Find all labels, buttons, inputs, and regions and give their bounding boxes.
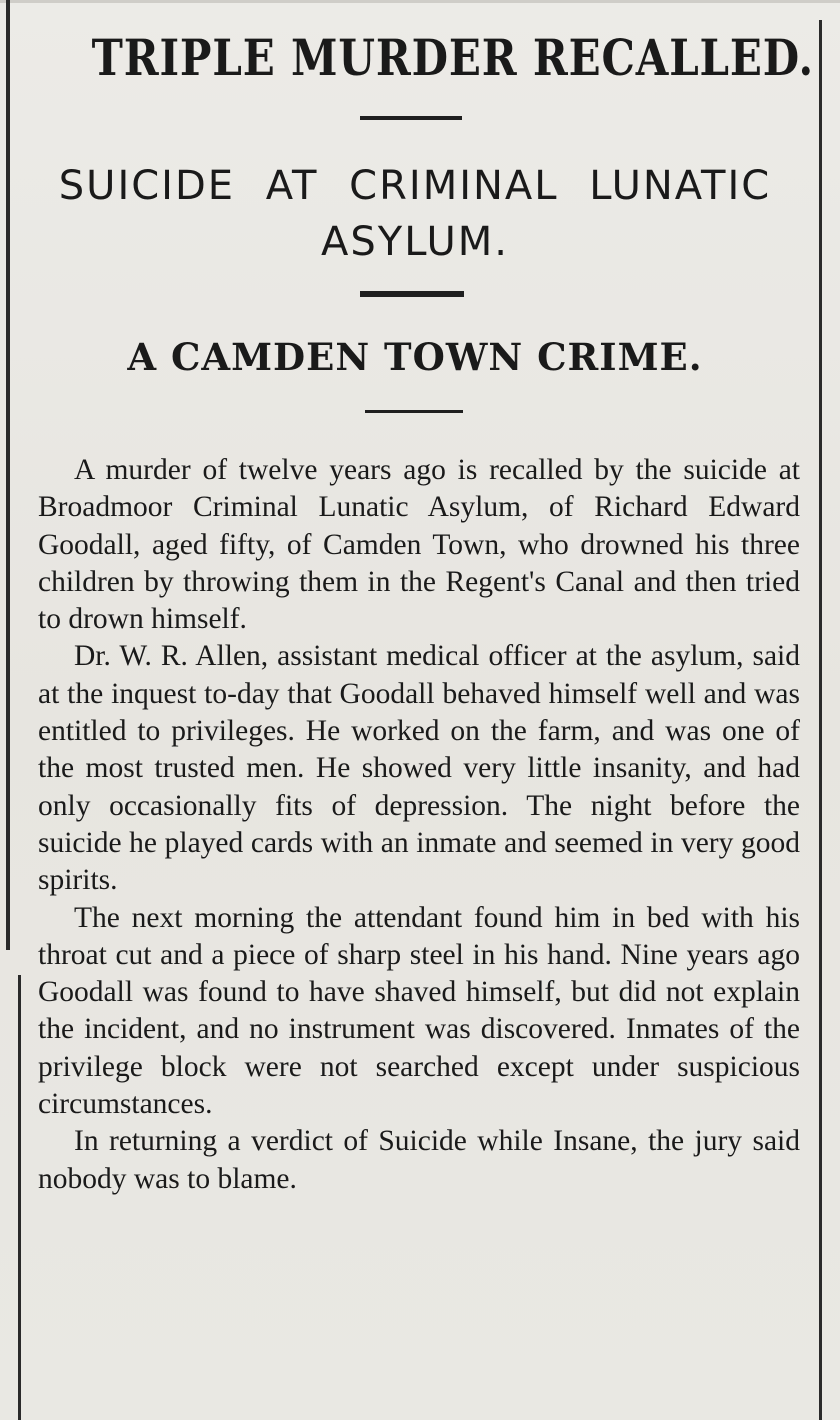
subheadline-divider [360, 291, 464, 297]
article-body [38, 452, 800, 1198]
column-rule-left-upper [6, 0, 10, 950]
clipping-top-edge [0, 0, 840, 3]
section-divider [365, 410, 463, 413]
subheadline: SUICIDE AT CRIMINAL LUNATIC ASYLUM. [58, 163, 772, 265]
article-paragraph: Dr. W. R. Allen, assistant medical officer at the asylum, said at the inquest to-day that Goodall behaved himself well and was entitled to privileges. He worked on the farm, and was one of the most trusted men. He showed very little insanity, and had only occasionally fits of depression. The night before the suicide he played cards with an inmate and seemed in very good spirits. [38, 640, 800, 897]
article-paragraph: A murder of twelve years ago is recalled by the suicide at Broadmoor Criminal Lunatic Asylum, of Richard Edward Goodall, aged fifty, of Camden Town, who drowned his three children by throwing them in the Regent's Canal and then tried to drown himself. [38, 454, 800, 636]
subheadline-camden: A CAMDEN TOWN CRIME. [127, 335, 703, 379]
article-paragraph: The next morning the attendant found him in bed with his throat cut and a piece of sharp steel in his hand. Nine years ago Goodall was found to have shaved himself, but did not explain the incident, and no instrument was discovered. Inmates of the privilege block were not searched except under suspicious circumstances. [38, 901, 800, 1121]
column-rule-right [819, 20, 822, 1420]
headline: TRIPLE MURDER RECALLED. [91, 28, 815, 87]
article-paragraph: In returning a verdict of Suicide while Insane, the jury said nobody was to blame. [38, 1125, 800, 1195]
column-rule-left-lower [18, 975, 21, 1420]
headline-divider [360, 116, 462, 120]
